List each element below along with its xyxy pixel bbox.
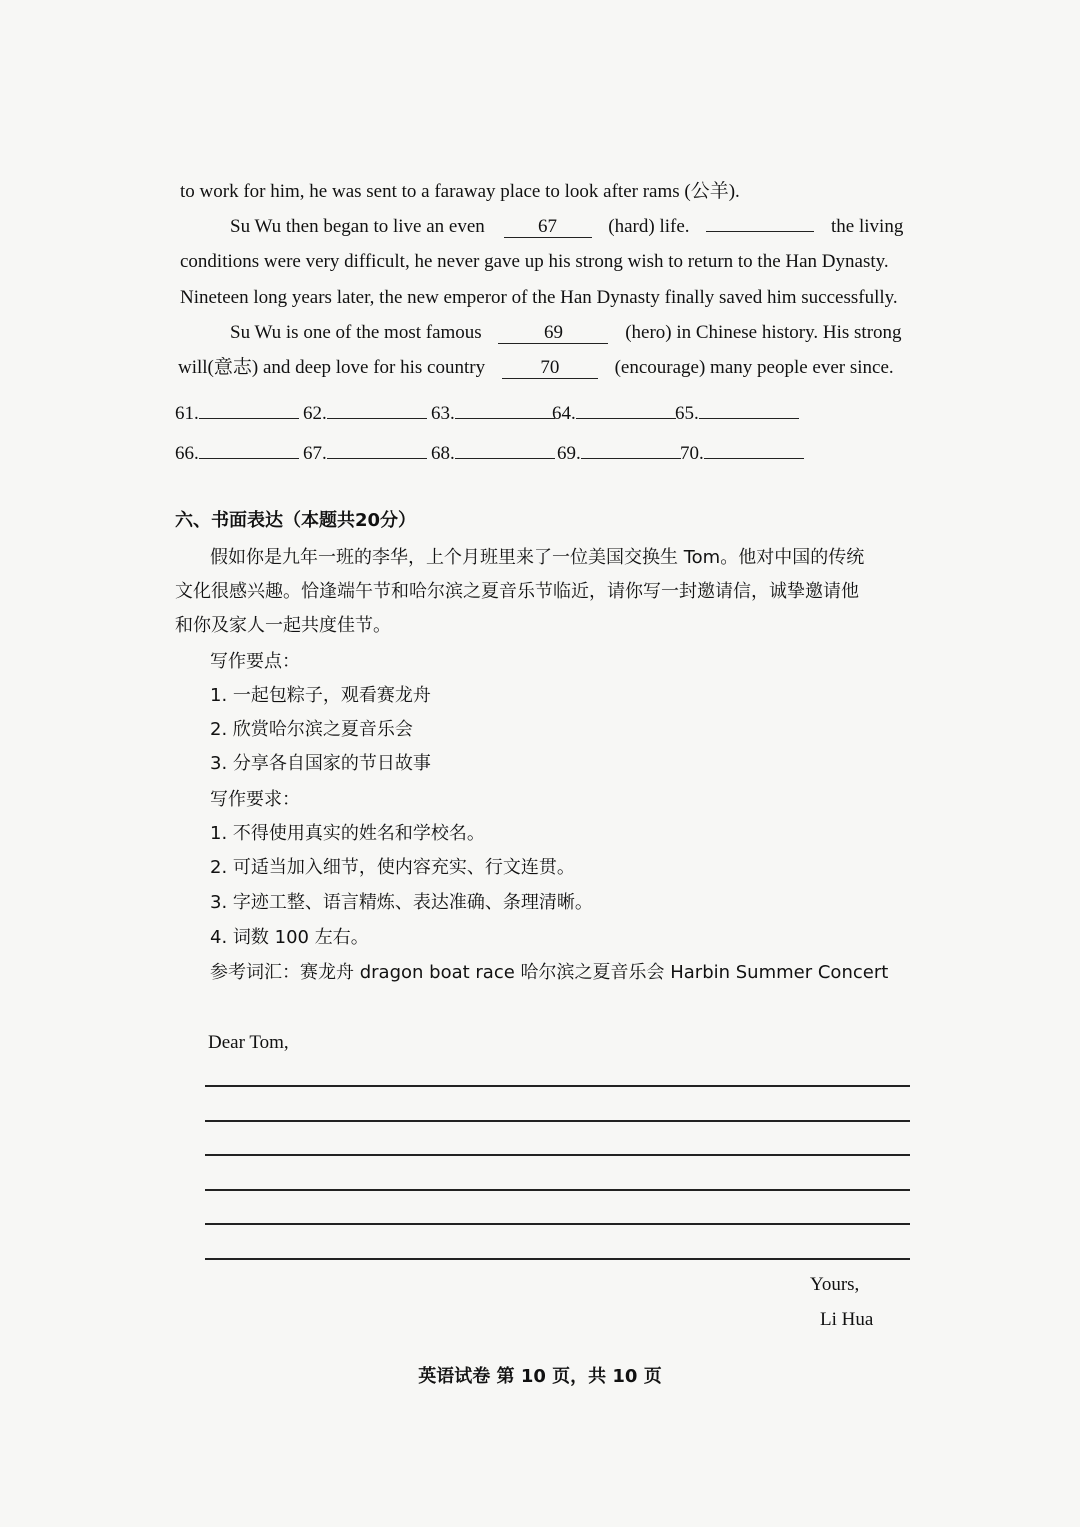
answer-slot[interactable]: 70. xyxy=(680,440,804,465)
passage-text: (hero) in Chinese history. His strong xyxy=(625,322,902,343)
answer-slot[interactable]: 62. xyxy=(303,400,427,425)
passage-text: Su Wu is one of the most famous xyxy=(230,322,482,343)
letter-greeting: Dear Tom, xyxy=(208,1032,289,1053)
blank-70: 70 xyxy=(502,358,598,379)
requirement-item: 1. 不得使用真实的姓名和学校名。 xyxy=(210,823,485,844)
writing-line[interactable] xyxy=(205,1223,910,1225)
answer-slot[interactable]: 61. xyxy=(175,400,299,425)
point-item: 2. 欣赏哈尔滨之夏音乐会 xyxy=(210,719,413,740)
passage-text: the living xyxy=(831,216,904,237)
prompt-line-3: 和你及家人一起共度佳节。 xyxy=(175,615,391,636)
answer-slot[interactable]: 66. xyxy=(175,440,299,465)
blank-67: 67 xyxy=(504,217,592,238)
answer-slot[interactable]: 68. xyxy=(431,440,555,465)
requirement-item: 2. 可适当加入细节，使内容充实、行文连贯。 xyxy=(210,857,575,878)
passage-text: (hard) life. xyxy=(608,216,690,237)
prompt-line-1: 假如你是九年一班的李华，上个月班里来了一位美国交换生 Tom。他对中国的传统 xyxy=(210,547,865,568)
page-footer: 英语试卷 第 10 页，共 10 页 xyxy=(418,1366,662,1387)
requirement-item: 4. 词数 100 左右。 xyxy=(210,927,369,948)
writing-line[interactable] xyxy=(205,1120,910,1122)
section-heading: 六、书面表达（本题共20分） xyxy=(175,510,417,531)
requirement-item: 3. 字迹工整、语言精炼、表达准确、条理清晰。 xyxy=(210,892,593,913)
writing-line[interactable] xyxy=(205,1189,910,1191)
point-item: 3. 分享各自国家的节日故事 xyxy=(210,753,431,774)
answer-slot[interactable]: 63. xyxy=(431,400,555,425)
letter-closing: Yours, xyxy=(810,1274,860,1295)
vocabulary-reference: 参考词汇：赛龙舟 dragon boat race 哈尔滨之夏音乐会 Harbin Summer Concert xyxy=(210,962,889,983)
writing-line[interactable] xyxy=(205,1258,910,1260)
passage-line-2 xyxy=(230,215,903,239)
passage-line-4: Nineteen long years later, the new emperor of the Han Dynasty finally saved him successfully. xyxy=(180,287,898,308)
answer-slot[interactable]: 64. xyxy=(552,400,676,425)
passage-line-3: conditions were very difficult, he never gave up his strong wish to return to the Han Dynasty. xyxy=(180,251,889,272)
points-title: 写作要点： xyxy=(210,651,300,672)
passage-line-6 xyxy=(178,356,894,380)
passage-text: will(意志) and deep love for his country xyxy=(178,357,486,378)
letter-signature: Li Hua xyxy=(820,1309,874,1330)
blank-69: 69 xyxy=(498,323,608,344)
writing-line[interactable] xyxy=(205,1154,910,1156)
answer-slot[interactable]: 69. xyxy=(557,440,681,465)
prompt-line-2: 文化很感兴趣。恰逢端午节和哈尔滨之夏音乐节临近，请你写一封邀请信，诚挚邀请他 xyxy=(175,581,859,602)
passage-text: (encourage) many people ever since. xyxy=(614,357,894,378)
answer-slot[interactable]: 65. xyxy=(675,400,799,425)
answer-slot[interactable]: 67. xyxy=(303,440,427,465)
passage-line-1: to work for him, he was sent to a faraway place to look after rams (公羊). xyxy=(180,181,740,202)
passage-text: Su Wu then began to live an even xyxy=(230,216,485,237)
point-item: 1. 一起包粽子，观看赛龙舟 xyxy=(210,685,431,706)
passage-line-5 xyxy=(230,321,902,345)
writing-line[interactable] xyxy=(205,1085,910,1087)
requirements-title: 写作要求： xyxy=(210,789,300,810)
blank-68 xyxy=(706,231,814,232)
